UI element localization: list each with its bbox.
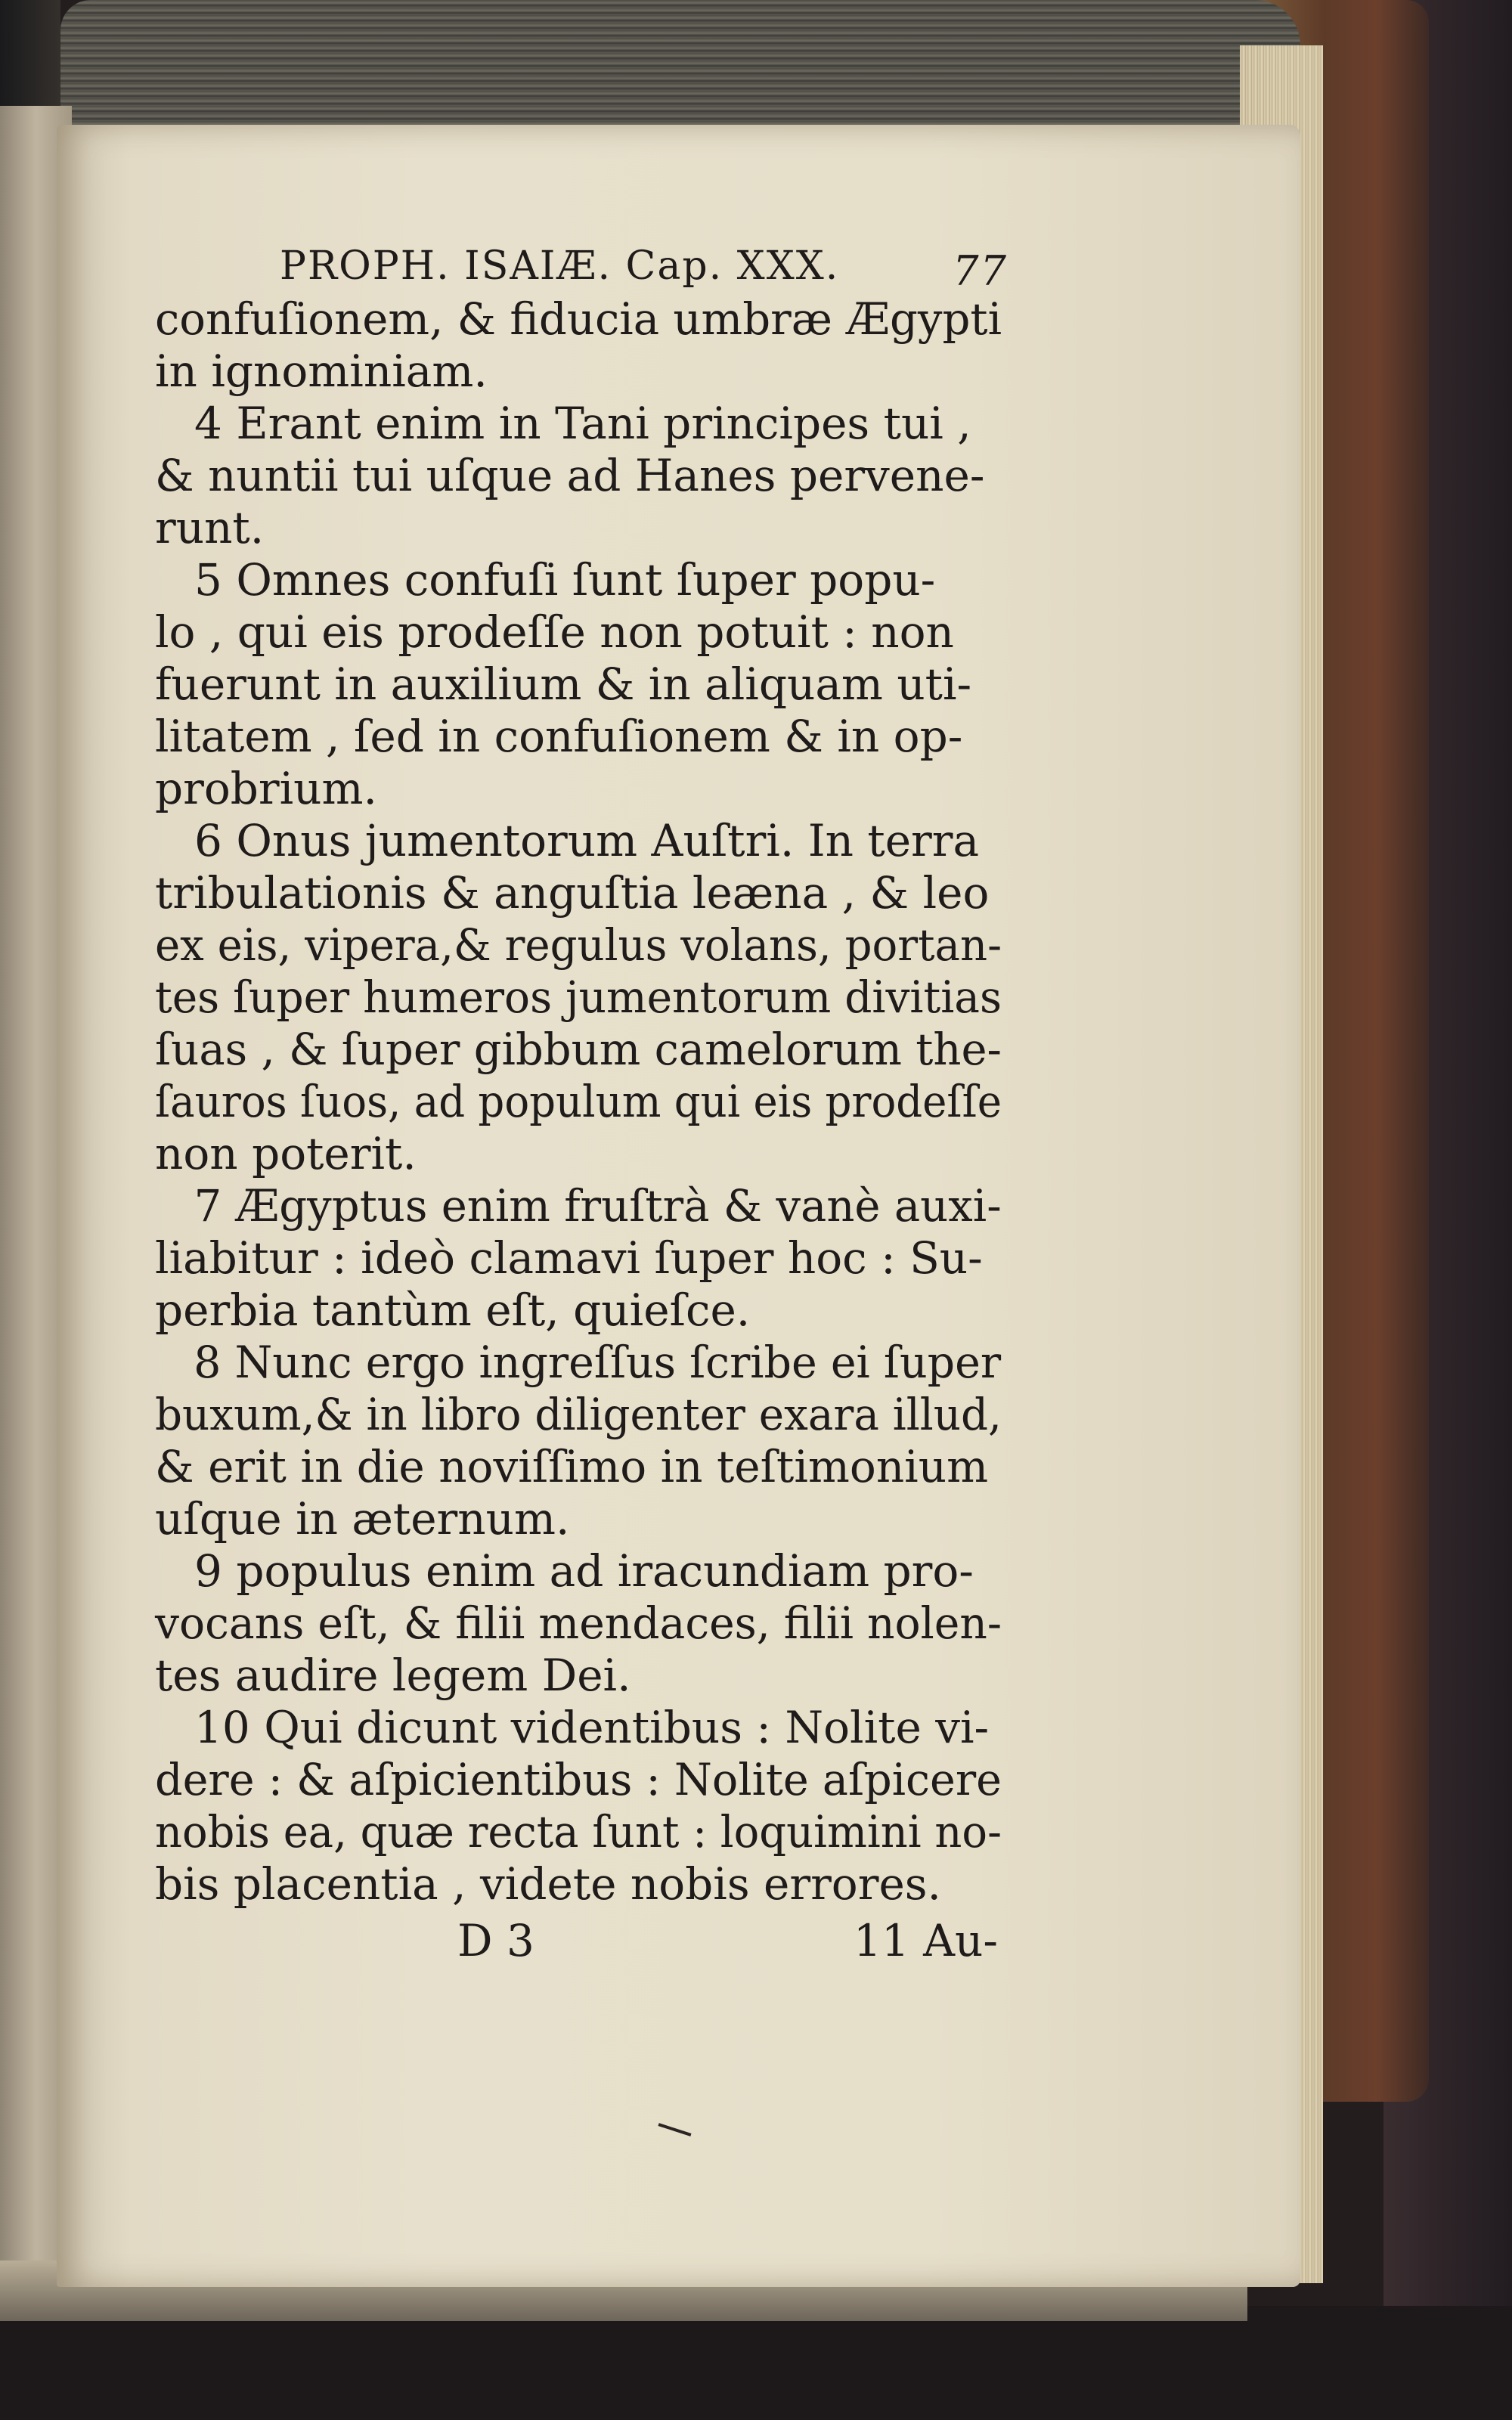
text-line: uſque in æternum. [155, 1493, 570, 1545]
text-line: perbia tantùm eſt, quieſce. [155, 1284, 751, 1336]
verse-start-6: 6 Onus jumentorum Auſtri. In terra [194, 815, 980, 866]
text-line: ſauros ſuos, ad populum qui eis prodeſſe [155, 1076, 1002, 1127]
page-footer [155, 1915, 1002, 1975]
verse-start-7: 7 Ægyptus enim fruſtrà & vanè auxi- [194, 1180, 1002, 1232]
page-number: 77 [953, 247, 1008, 295]
text-line: litatem , ſed in confuſionem & in op- [155, 711, 963, 762]
verse-start-9: 9 populus enim ad iracundiam pro- [194, 1545, 974, 1597]
text-line: nobis ea, quæ recta ſunt : loquimini no- [155, 1806, 1002, 1858]
text-line: runt. [155, 502, 265, 553]
page-text [155, 240, 1008, 1975]
text-line: & erit in die noviſſimo in teſtimonium [155, 1441, 989, 1492]
verse-start-4: 4 Erant enim in Tani principes tui , [194, 398, 971, 449]
text-line: liabitur : ideò clamavi ſuper hoc : Su- [155, 1232, 983, 1284]
text-line: fuerunt in auxilium & in aliquam uti- [155, 658, 972, 710]
text-line: tes ſuper humeros jumentorum divitias [155, 971, 1002, 1023]
signature-mark: D 3 [457, 1915, 534, 1966]
text-line: non poterit. [155, 1128, 417, 1179]
verse-start-8: 8 Nunc ergo ingreſſus ſcribe ei ſuper [194, 1337, 1002, 1388]
verse-start-10: 10 Qui dicunt videntibus : Nolite vi- [194, 1702, 990, 1753]
running-title: PROPH. ISAIÆ. Cap. XXX. [280, 243, 840, 289]
text-line: in ignominiam. [155, 345, 488, 397]
catchword: 11 Au- [853, 1915, 998, 1966]
running-header [155, 240, 1008, 295]
text-line: ex eis, vipera,& regulus volans, portan- [155, 919, 1002, 971]
page-block-top-edges [60, 0, 1300, 144]
text-line: ſuas , & ſuper gibbum camelorum the- [155, 1024, 1002, 1075]
background-bottom [0, 2306, 1512, 2420]
text-line: vocans eſt, & filii mendaces, filii nolen- [155, 1597, 1002, 1649]
text-line: buxum,& in libro diligenter exara illud, [155, 1389, 1002, 1440]
text-line: tribulationis & anguſtia leæna , & leo [155, 867, 990, 919]
text-line: probrium. [155, 763, 377, 814]
verse-start-5: 5 Omnes confuſi ſunt ſuper popu- [194, 554, 936, 606]
text-line: dere : & aſpicientibus : Nolite aſpicere [155, 1754, 1002, 1805]
text-line: tes audire legem Dei. [155, 1650, 631, 1701]
text-line: bis placentia , videte nobis errores. [155, 1858, 941, 1910]
text-line: confuſionem, & fiducia umbræ Ægypti [155, 293, 1002, 345]
text-line: & nuntii tui uſque ad Hanes pervene- [155, 450, 985, 501]
text-line: lo , qui eis prodeſſe non potuit : non [155, 606, 954, 658]
